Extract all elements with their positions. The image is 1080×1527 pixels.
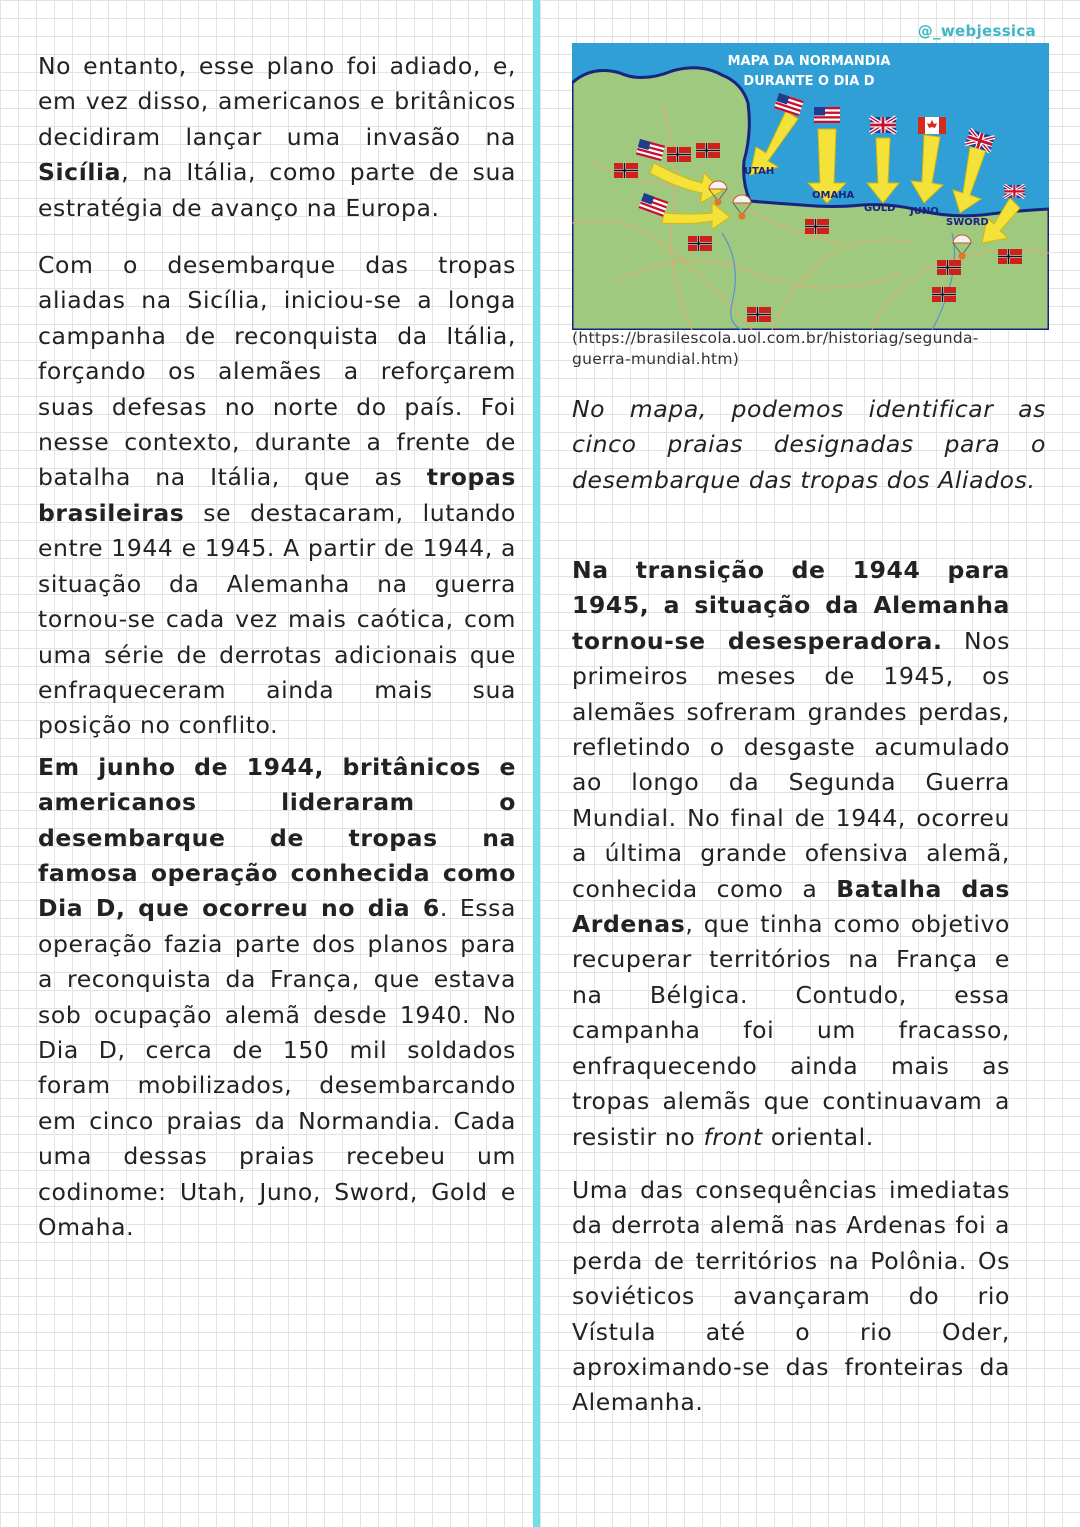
text: , que tinha como objetivo recuperar territórios na França e na Bélgica. Contudo, essa campanha foi um fracasso, enfraquecendo ainda mais as tropas alemãs que continuavam a resistir no (572, 910, 1010, 1151)
bold-term: Sicília (38, 158, 122, 187)
text: Nos primeiros meses de 1945, os alemães sofreram grandes perdas, refletindo o desgaste acumulado ao longo da Segunda Guerra Mundial. No final de 1944, ocorreu a última grande ofensiva alemã, conhecida como a (572, 626, 1010, 903)
german-flag-icon (614, 163, 638, 178)
paragraph-italy-campaign (38, 248, 516, 744)
german-flag-icon (667, 147, 691, 162)
german-flag-icon (688, 236, 712, 251)
german-flag-icon (747, 307, 771, 322)
beach-juno: JUNO (910, 206, 939, 217)
text: , na Itália, como parte de sua estratégia de avanço na Europa. (38, 158, 516, 222)
map-title-line1: MAPA DA NORMANDIA (727, 54, 891, 69)
text: . Essa operação fazia parte dos planos para a reconquista da França, que estava sob ocupação alemã desde 1940. No Dia D, cerca de 150 mil soldados foram mobilizados, desembarcando em cinco praias da Normandia. Cada uma dessas praias recebeu um codinome: Utah, Juno, Sword, Gold e Omaha. (38, 894, 516, 1241)
paragraph-d-day (38, 750, 516, 1246)
map-caption: No mapa, podemos identificar as cinco praias designadas para o desembarque das tropas dos Aliados. (572, 395, 1046, 494)
italic-term: front (703, 1122, 763, 1151)
uk-flag-icon (870, 117, 896, 133)
paragraph-sicily (38, 49, 516, 226)
text: oriental. (762, 1122, 874, 1151)
german-flag-icon (932, 287, 956, 302)
us-flag-icon (814, 107, 840, 123)
german-flag-icon (805, 219, 829, 234)
beach-sword: SWORD (946, 217, 989, 228)
text: No entanto, esse plano foi adiado, e, em vez disso, americanos e britânicos decidiram lançar uma invasão na (38, 52, 516, 151)
right-column (572, 553, 1010, 1421)
paragraph-ardennes (572, 553, 1010, 1155)
text: se destacaram, lutando entre 1944 e 1945. A partir de 1944, a situação da Alemanha na guerra tornou-se cada vez mais caótica, com uma série de derrotas adicionais que enfraqueceram ainda mais sua posição no conflito. (38, 498, 516, 740)
german-flag-icon (998, 249, 1022, 264)
text: Com o desembarque das tropas aliadas na Sicília, iniciou-se a longa campanha de reconquista da Itália, forçando os alemães a reforçarem suas defesas no norte do país. Foi nesse contexto, durante a frente de batalha na Itália, que as (38, 251, 516, 492)
paragraph-poland: Uma das consequências imediatas da derrota alemã nas Ardenas foi a perda de territórios na Polônia. Os soviéticos avançaram do rio Vístula até o rio Oder, aproximando-se das fronteiras da Alemanha. (572, 1175, 1010, 1417)
beach-utah: UTAH (744, 166, 775, 177)
canada-flag-icon (918, 117, 946, 134)
author-credit: @_webjessica (917, 22, 1036, 40)
bold-statement: Em junho de 1944, britânicos e americanos lideraram o desembarque de tropas na famosa operação conhecida como Dia D, que ocorreu no dia 6 (38, 752, 516, 923)
map-title-line2: DURANTE O DIA D (743, 74, 875, 89)
beach-omaha: OMAHA (812, 190, 855, 201)
uk-flag-icon (1004, 185, 1025, 198)
beach-gold: GOLD (864, 203, 896, 214)
bold-term: Batalha das Ardenas (572, 874, 1011, 939)
german-flag-icon (937, 260, 961, 275)
left-column (38, 49, 516, 1245)
normandy-map (572, 43, 1049, 330)
column-divider (533, 0, 540, 1527)
bold-term: tropas brasileiras (38, 463, 516, 527)
image-source: (https://brasilescola.uol.com.br/historiag/segunda-guerra-mundial.htm) (572, 329, 979, 368)
german-flag-icon (696, 143, 720, 158)
bold-statement: Na transição de 1944 para 1945, a situação da Alemanha tornou-se desesperadora. (572, 556, 1010, 655)
